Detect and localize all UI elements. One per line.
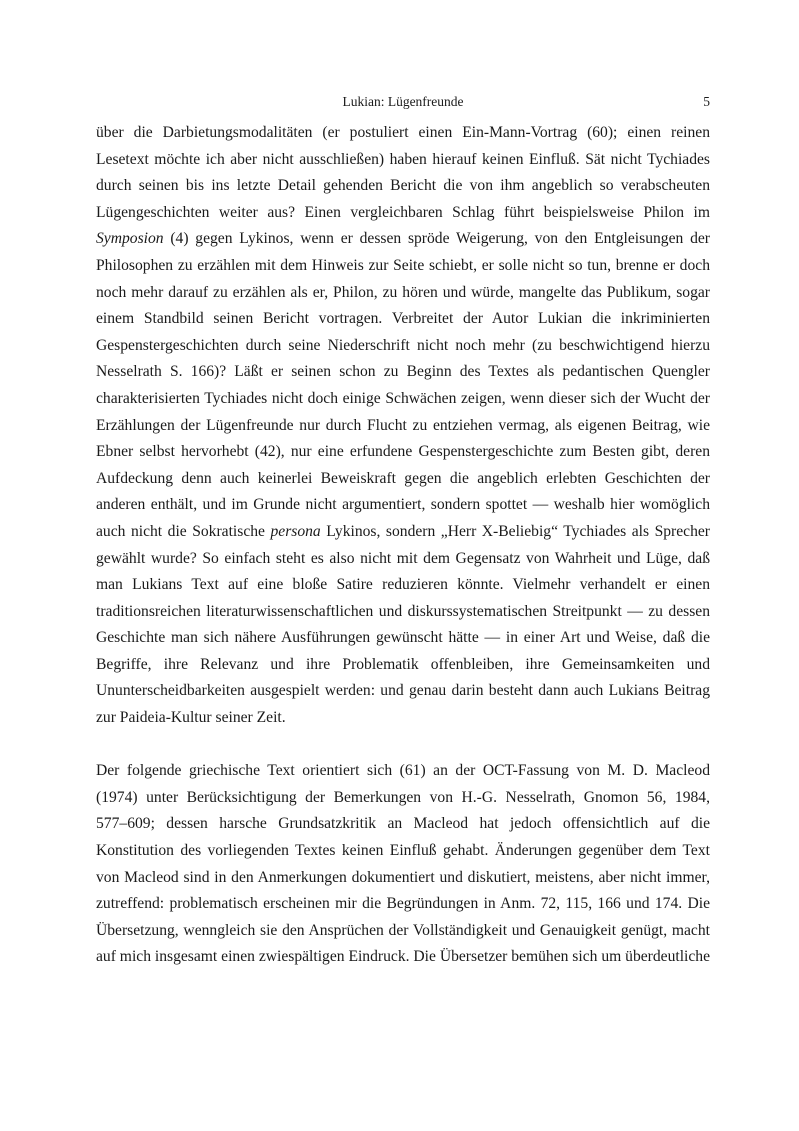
- text-segment: (4) gegen Lykinos, wenn er dessen spröde Weigerung, von den Entgleisungen der: [163, 230, 710, 248]
- italic-title: Symposion: [96, 230, 164, 248]
- italic-term: persona: [270, 522, 321, 540]
- text-line: [96, 226, 710, 253]
- text-line: gewählt wurde? So einfach steht es also nicht mit dem Gegensatz von Wahrheit und Lüge, daß: [96, 549, 710, 567]
- text-line: Konstitution des vorliegenden Textes keinen Einfluß gehabt. Änderungen gegenüber dem Text: [96, 842, 710, 860]
- paragraph-1: [96, 120, 710, 732]
- text-line: Ununterscheidbarkeiten ausgespielt werden: und genau darin besteht dann auch Lukians Beitrag: [96, 682, 710, 700]
- text-segment: Lykinos, sondern „Herr X-Beliebig“ Tychiades als Sprecher: [320, 522, 710, 540]
- page-body: [96, 120, 710, 971]
- text-line: Geschichte man sich nähere Ausführungen gewünscht hätte — in einer Art und Weise, daß die: [96, 629, 710, 647]
- text-line: einem Standbild seinen Bericht vortragen. Verbreitet der Autor Lukian die inkriminierten: [96, 310, 710, 328]
- text-line: Erzählungen der Lügenfreunde nur durch Flucht zu entziehen vermag, als eigenen Beitrag, wie: [96, 416, 710, 434]
- text-line: Aufdeckung denn auch keinerlei Beweiskraft gegen die angeblich erlebten Geschichten der: [96, 469, 710, 487]
- text-line: Übersetzung, wenngleich sie den Ansprüchen der Vollständigkeit und Genauigkeit genügt, macht: [96, 921, 710, 939]
- text-line: von Macleod sind in den Anmerkungen dokumentiert und diskutiert, meistens, aber nicht immer,: [96, 868, 710, 886]
- text-line: durch seinen bis ins letzte Detail gehenden Bericht die von ihm angeblich so verabscheuten: [96, 177, 710, 195]
- text-line: charakterisierten Tychiades nicht doch einige Schwächen zeigen, wenn dieser sich der Wucht der: [96, 389, 710, 407]
- text-line: Begriffe, ihre Relevanz und ihre Problematik offenbleiben, ihre Gemeinsamkeiten und: [96, 655, 710, 673]
- text-line: 577–609; dessen harsche Grundsatzkritik an Macleod hat jedoch offensichtlich auf die: [96, 815, 710, 833]
- text-line: über die Darbietungsmodalitäten (er postuliert einen Ein-Mann-Vortrag (60); einen reinen: [96, 124, 710, 141]
- running-header: [96, 94, 710, 114]
- text-line: [96, 519, 710, 546]
- text-line: traditionsreichen literaturwissenschaftlichen und diskurssystematischen Streitpunkt — zu dessen: [96, 602, 710, 620]
- paragraph-2: [96, 758, 710, 971]
- text-line: Philosophen zu erzählen mit dem Hinweis zur Seite schiebt, er solle nicht so tun, brenne er doch: [96, 256, 710, 274]
- text-line: auf mich insgesamt einen zwiespältigen Eindruck. Die Übersetzer bemühen sich um überdeutliche: [96, 948, 711, 966]
- text-line: (1974) unter Berücksichtigung der Bemerkungen von H.-G. Nesselrath, Gnomon 56, 1984,: [96, 788, 710, 806]
- text-line: noch mehr darauf zu erzählen als er, Philon, zu hören und würde, mangelte das Publikum, sogar: [96, 283, 710, 301]
- text-line: Nesselrath S. 166)? Läßt er seinen schon zu Beginn des Textes als pedantischen Quengler: [96, 363, 710, 381]
- text-line: Lesetext möchte ich aber nicht ausschließen) haben hierauf keinen Einfluß. Sät nicht Tychiades: [96, 150, 710, 168]
- text-line: Lügengeschichten weiter aus? Einen vergleichbaren Schlag führt beispielsweise Philon im: [96, 203, 710, 221]
- page-number: 5: [703, 94, 710, 109]
- text-line: Gespenstergeschichten durch seine Niederschrift nicht noch mehr (zu beschwichtigend hierzu: [96, 336, 710, 354]
- text-line: zutreffend: problematisch erscheinen mir die Begründungen in Anm. 72, 115, 166 und 174. Die: [96, 895, 710, 913]
- text-line: Ebner selbst hervorhebt (42), nur eine erfundene Gespenstergeschichte zum Besten gibt, deren: [96, 443, 710, 461]
- text-line: zur Paideia-Kultur seiner Zeit.: [96, 709, 286, 727]
- text-line: Der folgende griechische Text orientiert sich (61) an der OCT-Fassung von M. D. Macleod: [96, 762, 710, 780]
- text-line: man Lukians Text auf eine bloße Satire reduzieren könnte. Vielmehr verhandelt er einen: [96, 576, 710, 594]
- running-title: Lukian: Lügenfreunde: [342, 94, 464, 109]
- text-segment: auch nicht die Sokratische: [96, 522, 271, 540]
- text-line: anderen enthält, und im Grunde nicht argumentiert, sondern spottet — weshalb hier womöglich: [96, 496, 710, 514]
